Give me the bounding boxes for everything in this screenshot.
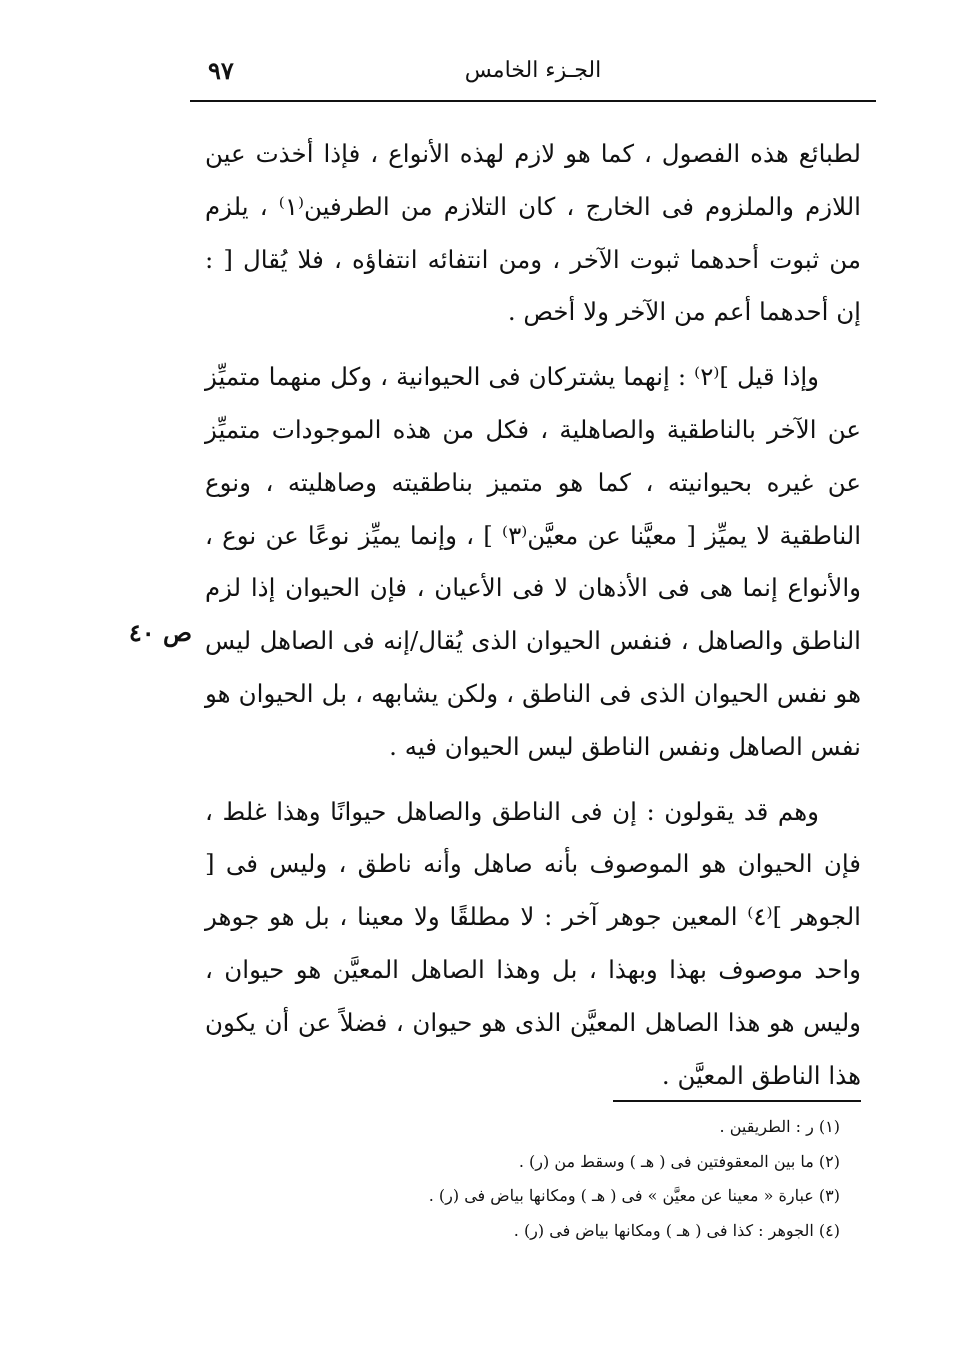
header-rule [190, 100, 876, 102]
main-text [205, 128, 861, 1102]
margin-page-reference: ص ٤٠ [128, 618, 192, 647]
footnotes [300, 1110, 840, 1248]
paragraph-2: وإذا قيل ]⁽٢⁾ : إنهما يشتركان فى الحيوانية ، وكل منهما متميِّز عن الآخر بالناطقية والصاهلية ، فكل من هذه الموجودات متميِّز عن غيره بحيوانيته ، كما هو متميز بناطقيته وصاهليته ، ونوع الناطقية لا يميِّز [ معيَّنا عن معيَّن⁽٣⁾ ] ، وإنما يميِّز نوعًا عن نوع ، والأنواع إنما هى فى الأذهان لا فى الأعيان ، فإن الحيوان إذا لزم الناطق والصاهل ، فنفس الحيوان الذى يُقال/إنه فى الصاهل ليس هو نفس الحيوان الذى فى الناطق ، ولكن يشابهه ، بل الحيوان هو نفس الصاهل ونفس الناطق ليس الحيوان فيه . [205, 362, 861, 761]
running-header-title: الجـزء الخامس [464, 58, 602, 83]
footnote-4: (٤) الجوهر : كذا فى ( هـ ) ومكانها بياض فى (ر) . [513, 1220, 840, 1240]
paragraph-3: وهم قد يقولون : إن فى الناطق والصاهل حيوانًا وهذا غلط ، فإن الحيوان هو الموصوف بأنه صاهل وأنه ناطق ، وليس فى [ الجوهر ]⁽٤⁾ المعين جوهر آخر : لا مطلقًا ولا معينا ، بل هو جوهر واحد موصوف بهذا وبهذا ، بل وهذا الصاهل المعيَّن هو حيوان ، وليس هو هذا الصاهل المعيَّن الذى هو حيوان ، فضلاً عن أن يكون هذا الناطق المعيَّن . [205, 796, 861, 1090]
footnote-3: (٣) عبارة « معينا عن معيَّن » فى ( هـ ) ومكانها بياض فى (ر) . [428, 1186, 840, 1205]
footnote-rule [613, 1100, 861, 1102]
footnote-1: (١) ر : الطريقين . [719, 1117, 840, 1136]
running-header [190, 52, 876, 96]
paragraph-1: لطبائع هذه الفصول ، كما هو لازم لهذه الأنواع ، فإذا أخذت عين اللازم والملزوم فى الخارج ، كان التلازم من الطرفين⁽١⁾ ، يلزم من ثبوت أحدهما ثبوت الآخر ، ومن انتفائه انتفاؤه ، فلا يُقال [ : إن أحدهما أعم من الآخر ولا أخص . [205, 139, 861, 327]
footnote-2: (٢) ما بين المعقوفتين فى ( هـ ) وسقط من (ر) . [518, 1151, 840, 1171]
page-number: ٩٧ [208, 56, 234, 85]
